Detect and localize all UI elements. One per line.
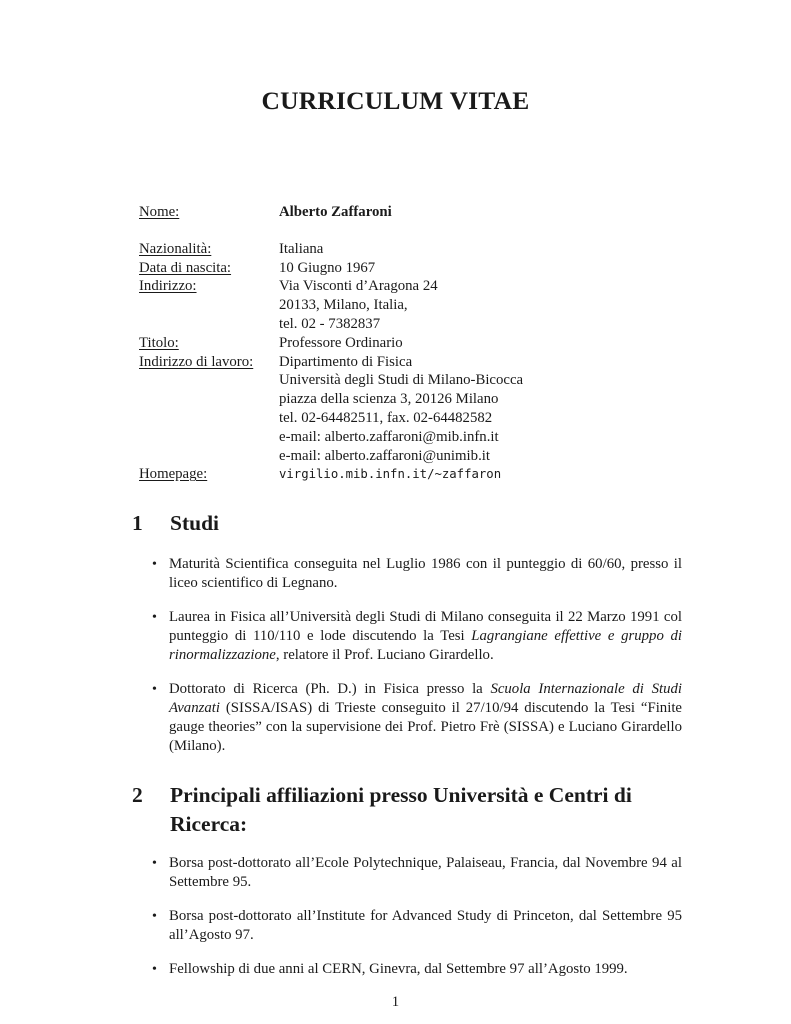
list-item	[152, 854, 682, 892]
list-item	[152, 555, 682, 593]
list-item	[152, 680, 682, 756]
text-run: Dottorato di Ricerca (Ph. D.) in Fisica presso la	[169, 681, 491, 697]
italic-text: Lagrangiane effettive e gruppo di rinormalizzazione	[169, 628, 682, 663]
homepage-label: Homepage:	[139, 466, 208, 483]
section-heading	[132, 509, 690, 538]
name-label: Nome:	[139, 204, 180, 220]
list-item	[152, 907, 682, 945]
address-label: Indirizzo:	[139, 278, 197, 295]
nationality-label: Nazionalità:	[139, 240, 212, 257]
work-email: e-mail: alberto.zaffaroni@mib.infn.it	[279, 428, 499, 445]
text-run: Laurea in Fisica all’Università degli Studi di Milano conseguita il 22 Marzo 1991 col punteggio di 110/110 e lode discutendo la Tesi	[169, 609, 682, 644]
address-line: tel. 02 - 7382837	[279, 315, 381, 332]
text-run: , relatore il Prof. Luciano Girardello.	[275, 647, 494, 663]
section-title: Studi	[170, 511, 220, 535]
work-line: Università degli Studi di Milano-Bicocca	[279, 372, 524, 389]
work-email: e-mail: alberto.zaffaroni@unimib.it	[279, 447, 490, 464]
italic-text: Scuola Internazionale di Studi Avanzati	[169, 681, 682, 716]
page-title: CURRICULUM VITAE	[261, 86, 530, 115]
text-run: Borsa post-dottorato all’Ecole Polytechnique, Palaiseau, Francia, dal Novembre 94 al Settembre 95.	[169, 855, 682, 890]
name-value: Alberto Zaffaroni	[279, 204, 392, 220]
text-run: Fellowship di due anni al CERN, Ginevra, dal Settembre 97 all’Agosto 1999.	[169, 961, 628, 977]
page-number: 1	[391, 994, 400, 1010]
nationality-value: Italiana	[279, 240, 324, 257]
text-run: Maturità Scientifica conseguita nel Luglio 1986 con il punteggio di 60/60, presso il liceo scientifico di Legnano.	[169, 556, 682, 591]
text-run: (SISSA/ISAS) di Trieste conseguito il 27/10/94 discutendo la Tesi “Finite gauge theories” con la supervisione dei Prof. Pietro Frè (SISSA) e Luciano Girardello (Milano).	[169, 700, 682, 754]
title-label: Titolo:	[139, 334, 179, 351]
title-value: Professore Ordinario	[279, 334, 403, 351]
section-number: 1	[132, 511, 143, 535]
list-item	[152, 960, 682, 979]
list-item	[152, 608, 682, 665]
homepage-link[interactable]: virgilio.mib.infn.it/~zaffaron	[279, 467, 502, 482]
text-run: Borsa post-dottorato all’Institute for Advanced Study di Princeton, dal Settembre 95 all’Agosto 97.	[169, 908, 682, 943]
work-label: Indirizzo di lavoro:	[139, 353, 254, 370]
work-line: piazza della scienza 3, 20126 Milano	[279, 391, 499, 408]
section-number: 2	[132, 783, 143, 807]
work-line: Dipartimento di Fisica	[279, 353, 413, 370]
birth-value: 10 Giugno 1967	[279, 259, 376, 276]
address-line: Via Visconti d’Aragona 24	[279, 278, 438, 295]
bullet-list	[152, 555, 682, 771]
bullet-list	[152, 854, 682, 994]
section-heading	[132, 781, 690, 839]
birth-label: Data di nascita:	[139, 259, 232, 276]
section-title: Principali affiliazioni presso Università e Centri di Ricerca:	[170, 783, 632, 836]
address-line: 20133, Milano, Italia,	[279, 297, 408, 314]
work-line: tel. 02-64482511, fax. 02-64482582	[279, 409, 493, 426]
